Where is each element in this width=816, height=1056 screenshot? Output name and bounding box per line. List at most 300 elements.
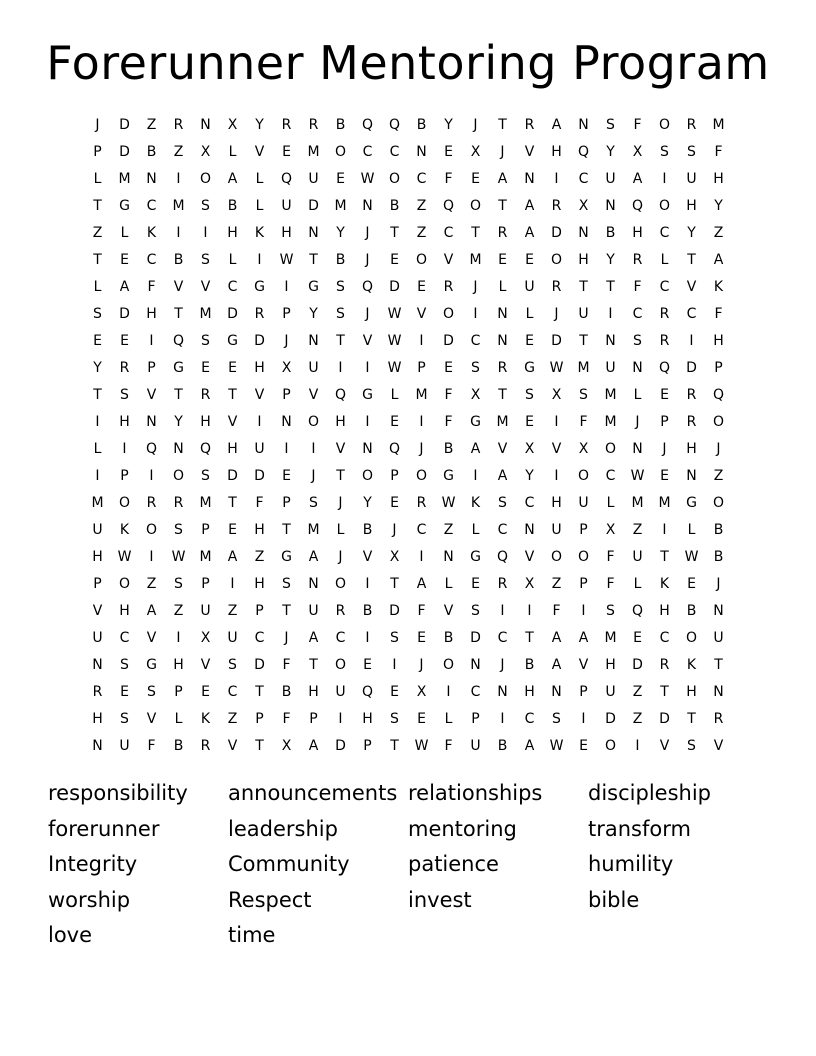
grid-letter[interactable]: L — [660, 252, 669, 268]
grid-letter[interactable]: Q — [388, 441, 401, 457]
grid-letter[interactable]: T — [93, 252, 102, 268]
grid-letter[interactable]: L — [255, 198, 264, 214]
grid-letter[interactable]: Z — [632, 711, 643, 727]
grid-letter[interactable]: J — [500, 657, 505, 673]
grid-letter[interactable]: C — [632, 306, 643, 322]
grid-letter[interactable]: S — [552, 711, 561, 727]
grid-letter[interactable]: E — [579, 738, 588, 754]
grid-letter[interactable]: O — [334, 657, 347, 673]
grid-letter[interactable]: F — [444, 171, 453, 187]
grid-letter[interactable]: M — [604, 414, 617, 430]
grid-letter[interactable]: X — [470, 387, 481, 403]
grid-letter[interactable]: S — [174, 522, 183, 538]
grid-letter[interactable]: F — [417, 603, 426, 619]
grid-letter[interactable]: X — [605, 522, 616, 538]
grid-letter[interactable]: Y — [525, 468, 534, 484]
grid-letter[interactable]: V — [146, 387, 157, 403]
grid-letter[interactable]: M — [199, 549, 212, 565]
grid-letter[interactable]: X — [551, 387, 562, 403]
grid-letter[interactable]: M — [469, 252, 482, 268]
grid-letter[interactable]: D — [227, 306, 238, 322]
grid-letter[interactable]: O — [307, 414, 320, 430]
grid-letter[interactable]: L — [228, 144, 237, 160]
grid-letter[interactable]: I — [419, 549, 424, 565]
grid-letter[interactable]: P — [390, 468, 399, 484]
grid-letter[interactable]: F — [444, 387, 453, 403]
grid-letter[interactable]: Z — [227, 603, 238, 619]
grid-letter[interactable]: Z — [551, 576, 562, 592]
grid-letter[interactable]: D — [551, 333, 562, 349]
grid-letter[interactable]: O — [334, 576, 347, 592]
grid-letter[interactable]: D — [470, 630, 481, 646]
grid-letter[interactable]: E — [417, 711, 426, 727]
grid-letter[interactable]: F — [282, 711, 291, 727]
grid-letter[interactable]: L — [93, 279, 102, 295]
grid-letter[interactable]: X — [281, 360, 292, 376]
grid-letter[interactable]: Z — [173, 144, 184, 160]
grid-letter[interactable]: E — [417, 279, 426, 295]
grid-letter[interactable]: I — [365, 576, 370, 592]
grid-letter[interactable]: H — [254, 522, 265, 538]
grid-letter[interactable]: I — [581, 711, 586, 727]
grid-letter[interactable]: J — [365, 252, 370, 268]
grid-letter[interactable]: G — [227, 333, 238, 349]
grid-letter[interactable]: X — [200, 144, 211, 160]
grid-letter[interactable]: J — [716, 441, 721, 457]
grid-letter[interactable]: F — [579, 414, 588, 430]
grid-letter[interactable]: A — [416, 576, 427, 592]
grid-letter[interactable]: J — [365, 306, 370, 322]
grid-letter[interactable]: Z — [713, 225, 724, 241]
grid-letter[interactable]: M — [307, 522, 320, 538]
grid-letter[interactable]: N — [551, 684, 562, 700]
grid-letter[interactable]: F — [552, 603, 561, 619]
grid-letter[interactable]: O — [442, 657, 455, 673]
grid-letter[interactable]: U — [578, 495, 589, 511]
grid-letter[interactable]: M — [658, 495, 671, 511]
grid-letter[interactable]: E — [417, 630, 426, 646]
grid-letter[interactable]: M — [118, 171, 131, 187]
grid-letter[interactable]: S — [687, 144, 696, 160]
grid-letter[interactable]: H — [254, 360, 265, 376]
grid-letter[interactable]: H — [686, 441, 697, 457]
grid-letter[interactable]: L — [228, 252, 237, 268]
grid-letter[interactable]: H — [281, 225, 292, 241]
grid-letter[interactable]: B — [389, 198, 400, 214]
grid-letter[interactable]: P — [282, 387, 291, 403]
grid-letter[interactable]: M — [334, 198, 347, 214]
grid-letter[interactable]: H — [686, 684, 697, 700]
grid-letter[interactable]: I — [149, 333, 154, 349]
grid-letter[interactable]: S — [120, 711, 129, 727]
grid-letter[interactable]: P — [282, 306, 291, 322]
grid-letter[interactable]: R — [335, 603, 346, 619]
grid-letter[interactable]: U — [605, 684, 616, 700]
grid-letter[interactable]: X — [578, 198, 589, 214]
grid-letter[interactable]: T — [228, 495, 237, 511]
grid-letter[interactable]: J — [95, 117, 100, 133]
grid-letter[interactable]: E — [228, 360, 237, 376]
grid-letter[interactable]: Q — [145, 441, 158, 457]
grid-letter[interactable]: S — [336, 306, 345, 322]
grid-letter[interactable]: T — [309, 657, 318, 673]
grid-letter[interactable]: W — [630, 468, 645, 484]
grid-letter[interactable]: U — [335, 684, 346, 700]
grid-letter[interactable]: S — [498, 495, 507, 511]
grid-letter[interactable]: J — [473, 279, 478, 295]
grid-letter[interactable]: E — [93, 333, 102, 349]
grid-letter[interactable]: T — [687, 711, 696, 727]
grid-letter[interactable]: S — [606, 603, 615, 619]
grid-letter[interactable]: M — [172, 198, 185, 214]
grid-letter[interactable]: V — [146, 630, 157, 646]
grid-letter[interactable]: I — [419, 333, 424, 349]
grid-letter[interactable]: Z — [443, 522, 454, 538]
grid-letter[interactable]: T — [687, 252, 696, 268]
grid-letter[interactable]: C — [254, 630, 265, 646]
grid-letter[interactable]: O — [604, 738, 617, 754]
grid-letter[interactable]: I — [473, 306, 478, 322]
grid-letter[interactable]: D — [632, 657, 643, 673]
grid-letter[interactable]: I — [203, 225, 208, 241]
grid-letter[interactable]: V — [308, 387, 319, 403]
grid-letter[interactable]: R — [173, 117, 184, 133]
grid-letter[interactable]: P — [174, 684, 183, 700]
grid-letter[interactable]: L — [174, 711, 183, 727]
grid-letter[interactable]: T — [174, 306, 183, 322]
grid-letter[interactable]: M — [604, 387, 617, 403]
grid-letter[interactable]: W — [387, 360, 402, 376]
grid-letter[interactable]: X — [524, 441, 535, 457]
grid-letter[interactable]: E — [444, 360, 453, 376]
grid-letter[interactable]: J — [500, 144, 505, 160]
grid-letter[interactable]: N — [497, 306, 508, 322]
grid-letter[interactable]: F — [444, 738, 453, 754]
grid-letter[interactable]: V — [686, 279, 697, 295]
grid-letter[interactable]: T — [255, 738, 264, 754]
grid-letter[interactable]: D — [308, 198, 319, 214]
grid-letter[interactable]: N — [146, 171, 157, 187]
grid-letter[interactable]: T — [93, 387, 102, 403]
grid-letter[interactable]: M — [631, 495, 644, 511]
grid-letter[interactable]: V — [173, 279, 184, 295]
grid-letter[interactable]: Z — [227, 711, 238, 727]
grid-letter[interactable]: Q — [577, 144, 590, 160]
grid-letter[interactable]: N — [362, 441, 373, 457]
grid-letter[interactable]: V — [416, 306, 427, 322]
grid-letter[interactable]: T — [336, 333, 345, 349]
grid-letter[interactable]: A — [578, 630, 589, 646]
grid-letter[interactable]: L — [633, 576, 642, 592]
grid-letter[interactable]: H — [200, 414, 211, 430]
grid-letter[interactable]: P — [147, 360, 156, 376]
grid-letter[interactable]: S — [309, 495, 318, 511]
grid-letter[interactable]: E — [660, 387, 669, 403]
grid-letter[interactable]: P — [255, 603, 264, 619]
grid-letter[interactable]: V — [200, 657, 211, 673]
grid-letter[interactable]: J — [284, 333, 289, 349]
grid-letter[interactable]: D — [119, 144, 130, 160]
grid-letter[interactable]: K — [470, 495, 481, 511]
grid-letter[interactable]: V — [443, 252, 454, 268]
grid-letter[interactable]: Z — [713, 468, 724, 484]
grid-letter[interactable]: V — [227, 738, 238, 754]
grid-letter[interactable]: V — [497, 441, 508, 457]
grid-letter[interactable]: R — [146, 495, 157, 511]
grid-letter[interactable]: B — [605, 225, 616, 241]
grid-letter[interactable]: I — [662, 171, 667, 187]
grid-letter[interactable]: X — [389, 549, 400, 565]
grid-letter[interactable]: C — [659, 279, 670, 295]
grid-letter[interactable]: Z — [416, 225, 427, 241]
grid-letter[interactable]: D — [389, 279, 400, 295]
grid-letter[interactable]: E — [282, 468, 291, 484]
grid-letter[interactable]: O — [172, 468, 185, 484]
grid-letter[interactable]: I — [338, 360, 343, 376]
grid-letter[interactable]: E — [498, 252, 507, 268]
grid-letter[interactable]: Q — [631, 603, 644, 619]
grid-letter[interactable]: I — [95, 468, 100, 484]
grid-letter[interactable]: S — [120, 387, 129, 403]
grid-letter[interactable]: G — [254, 279, 265, 295]
grid-letter[interactable]: D — [119, 117, 130, 133]
grid-letter[interactable]: D — [686, 360, 697, 376]
grid-letter[interactable]: E — [120, 333, 129, 349]
grid-letter[interactable]: T — [660, 684, 669, 700]
grid-letter[interactable]: C — [119, 630, 130, 646]
grid-letter[interactable]: H — [227, 225, 238, 241]
grid-letter[interactable]: S — [579, 387, 588, 403]
grid-letter[interactable]: C — [497, 630, 508, 646]
grid-letter[interactable]: L — [606, 495, 615, 511]
grid-letter[interactable]: G — [443, 468, 454, 484]
grid-letter[interactable]: E — [120, 684, 129, 700]
grid-letter[interactable]: B — [362, 522, 373, 538]
grid-letter[interactable]: Q — [199, 441, 212, 457]
grid-letter[interactable]: W — [387, 306, 402, 322]
grid-letter[interactable]: R — [119, 360, 130, 376]
grid-letter[interactable]: I — [365, 630, 370, 646]
grid-letter[interactable]: I — [635, 738, 640, 754]
grid-letter[interactable]: G — [173, 360, 184, 376]
grid-letter[interactable]: B — [227, 198, 238, 214]
grid-letter[interactable]: Y — [174, 414, 183, 430]
grid-letter[interactable]: L — [255, 171, 264, 187]
grid-letter[interactable]: W — [360, 171, 375, 187]
grid-letter[interactable]: B — [281, 684, 292, 700]
grid-letter[interactable]: I — [473, 468, 478, 484]
grid-letter[interactable]: P — [417, 360, 426, 376]
grid-letter[interactable]: C — [686, 306, 697, 322]
grid-letter[interactable]: Y — [444, 117, 453, 133]
grid-letter[interactable]: V — [659, 738, 670, 754]
grid-letter[interactable]: L — [525, 306, 534, 322]
grid-letter[interactable]: H — [119, 414, 130, 430]
grid-letter[interactable]: Q — [712, 387, 725, 403]
grid-letter[interactable]: A — [497, 468, 508, 484]
grid-letter[interactable]: A — [551, 630, 562, 646]
grid-letter[interactable]: O — [415, 252, 428, 268]
grid-letter[interactable]: T — [282, 522, 291, 538]
grid-letter[interactable]: N — [146, 414, 157, 430]
grid-letter[interactable]: N — [308, 333, 319, 349]
grid-letter[interactable]: O — [361, 468, 374, 484]
grid-letter[interactable]: S — [147, 684, 156, 700]
grid-letter[interactable]: H — [713, 333, 724, 349]
grid-letter[interactable]: L — [120, 225, 129, 241]
grid-letter[interactable]: O — [658, 117, 671, 133]
grid-letter[interactable]: E — [120, 252, 129, 268]
grid-letter[interactable]: O — [577, 549, 590, 565]
grid-letter[interactable]: R — [497, 360, 508, 376]
grid-letter[interactable]: V — [227, 414, 238, 430]
grid-letter[interactable]: U — [470, 738, 481, 754]
grid-letter[interactable]: L — [633, 387, 642, 403]
grid-letter[interactable]: P — [579, 576, 588, 592]
grid-letter[interactable]: U — [551, 522, 562, 538]
grid-letter[interactable]: F — [606, 549, 615, 565]
grid-letter[interactable]: I — [230, 576, 235, 592]
grid-letter[interactable]: G — [281, 549, 292, 565]
grid-letter[interactable]: Z — [416, 198, 427, 214]
grid-letter[interactable]: J — [392, 522, 397, 538]
grid-letter[interactable]: Z — [632, 684, 643, 700]
grid-letter[interactable]: S — [174, 576, 183, 592]
grid-letter[interactable]: I — [446, 684, 451, 700]
grid-letter[interactable]: G — [470, 414, 481, 430]
grid-letter[interactable]: U — [119, 738, 130, 754]
grid-letter[interactable]: L — [444, 711, 453, 727]
grid-letter[interactable]: E — [228, 522, 237, 538]
grid-letter[interactable]: R — [713, 711, 724, 727]
grid-letter[interactable]: Q — [658, 360, 671, 376]
grid-letter[interactable]: G — [362, 387, 373, 403]
grid-letter[interactable]: G — [308, 279, 319, 295]
grid-letter[interactable]: M — [604, 630, 617, 646]
grid-letter[interactable]: P — [120, 468, 129, 484]
grid-letter[interactable]: F — [606, 576, 615, 592]
grid-letter[interactable]: H — [173, 657, 184, 673]
grid-letter[interactable]: N — [686, 468, 697, 484]
grid-letter[interactable]: C — [416, 171, 427, 187]
grid-letter[interactable]: T — [282, 603, 291, 619]
grid-letter[interactable]: S — [201, 252, 210, 268]
grid-letter[interactable]: N — [524, 522, 535, 538]
grid-letter[interactable]: X — [578, 441, 589, 457]
grid-letter[interactable]: C — [335, 630, 346, 646]
grid-letter[interactable]: V — [146, 711, 157, 727]
grid-letter[interactable]: C — [362, 144, 373, 160]
grid-letter[interactable]: A — [227, 171, 238, 187]
grid-letter[interactable]: J — [716, 576, 721, 592]
grid-letter[interactable]: K — [146, 225, 157, 241]
grid-letter[interactable]: D — [605, 711, 616, 727]
grid-letter[interactable]: P — [579, 522, 588, 538]
grid-letter[interactable]: N — [578, 117, 589, 133]
grid-letter[interactable]: V — [578, 657, 589, 673]
grid-letter[interactable]: V — [335, 441, 346, 457]
grid-letter[interactable]: H — [605, 657, 616, 673]
grid-letter[interactable]: L — [93, 441, 102, 457]
grid-letter[interactable]: I — [527, 603, 532, 619]
grid-letter[interactable]: Q — [442, 198, 455, 214]
grid-letter[interactable]: X — [524, 576, 535, 592]
grid-letter[interactable]: P — [93, 576, 102, 592]
grid-letter[interactable]: M — [415, 387, 428, 403]
grid-letter[interactable]: R — [416, 495, 427, 511]
grid-letter[interactable]: Y — [687, 225, 696, 241]
grid-letter[interactable]: H — [551, 144, 562, 160]
grid-letter[interactable]: S — [201, 198, 210, 214]
grid-letter[interactable]: A — [713, 252, 724, 268]
grid-letter[interactable]: D — [227, 468, 238, 484]
grid-letter[interactable]: O — [118, 576, 131, 592]
grid-letter[interactable]: R — [686, 117, 697, 133]
grid-letter[interactable]: N — [605, 198, 616, 214]
grid-letter[interactable]: P — [282, 495, 291, 511]
grid-letter[interactable]: B — [362, 603, 373, 619]
grid-letter[interactable]: R — [686, 387, 697, 403]
grid-letter[interactable]: K — [254, 225, 265, 241]
grid-letter[interactable]: Z — [92, 225, 103, 241]
grid-letter[interactable]: E — [525, 252, 534, 268]
grid-letter[interactable]: I — [284, 279, 289, 295]
grid-letter[interactable]: O — [469, 198, 482, 214]
grid-letter[interactable]: T — [255, 684, 264, 700]
grid-letter[interactable]: H — [92, 711, 103, 727]
grid-letter[interactable]: D — [551, 225, 562, 241]
grid-letter[interactable]: N — [200, 117, 211, 133]
grid-letter[interactable]: J — [338, 495, 343, 511]
grid-letter[interactable]: P — [201, 522, 210, 538]
grid-letter[interactable]: T — [471, 225, 480, 241]
grid-letter[interactable]: H — [92, 549, 103, 565]
grid-letter[interactable]: C — [578, 171, 589, 187]
grid-letter[interactable]: I — [311, 441, 316, 457]
grid-letter[interactable]: O — [550, 549, 563, 565]
grid-letter[interactable]: P — [93, 144, 102, 160]
grid-letter[interactable]: T — [390, 738, 399, 754]
grid-letter[interactable]: D — [335, 738, 346, 754]
grid-letter[interactable]: H — [524, 684, 535, 700]
grid-letter[interactable]: A — [632, 171, 643, 187]
grid-letter[interactable]: U — [281, 198, 292, 214]
grid-letter[interactable]: I — [554, 171, 559, 187]
grid-letter[interactable]: I — [95, 414, 100, 430]
grid-letter[interactable]: R — [659, 333, 670, 349]
grid-letter[interactable]: V — [92, 603, 103, 619]
grid-letter[interactable]: W — [387, 333, 402, 349]
grid-letter[interactable]: I — [284, 441, 289, 457]
grid-letter[interactable]: T — [174, 387, 183, 403]
grid-letter[interactable]: V — [443, 603, 454, 619]
grid-letter[interactable]: T — [606, 279, 615, 295]
grid-letter[interactable]: L — [444, 576, 453, 592]
grid-letter[interactable]: I — [365, 360, 370, 376]
grid-letter[interactable]: N — [632, 441, 643, 457]
grid-letter[interactable]: S — [633, 333, 642, 349]
grid-letter[interactable]: K — [200, 711, 211, 727]
grid-letter[interactable]: R — [173, 495, 184, 511]
grid-letter[interactable]: B — [173, 252, 184, 268]
grid-letter[interactable]: D — [254, 333, 265, 349]
grid-letter[interactable]: V — [254, 144, 265, 160]
grid-letter[interactable]: L — [471, 522, 480, 538]
grid-letter[interactable]: I — [392, 657, 397, 673]
grid-letter[interactable]: A — [119, 279, 130, 295]
grid-letter[interactable]: B — [686, 603, 697, 619]
grid-letter[interactable]: C — [470, 684, 481, 700]
